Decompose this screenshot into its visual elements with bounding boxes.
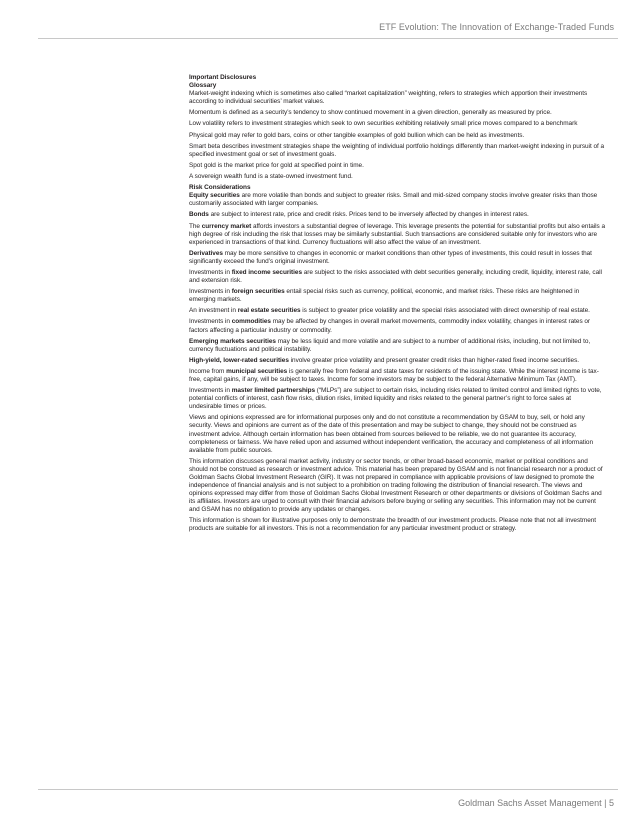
risk-text: affords investors a substantial degree of leverage. This leverage presents the potential for substantial profits but also entails a high degree of risk including the risk that losses may be similarly substantial. Such transactions are considered suitable only for investors who are experienced in transactions of that kind. Currency fluctuations will also affect the value of an investment. bbox=[189, 222, 605, 246]
risk-term: real estate securities bbox=[237, 307, 301, 315]
closing-paragraph: Views and opinions expressed are for informational purposes only and do not constitute a recommendation by GSAM to buy, sell, or hold any security. Views and opinions are current as of the date of this presentation and may be subject to change, they should not be construed as investment advice. Although certain information has been obtained from sources believed to be reliable, we do not guarantee its accuracy, completeness or fairness. We have relied upon and assumed without independent verification, the accuracy and completeness of all information available from public sources. bbox=[189, 414, 594, 454]
glossary-paragraph: A sovereign wealth fund is a state-owned investment fund. bbox=[189, 173, 353, 181]
glossary-paragraph: Spot gold is the market price for gold at specified point in time. bbox=[189, 161, 364, 169]
risk-paragraph bbox=[189, 387, 605, 411]
risk-text: may be affected by changes in overall market movements, commodity index volatility, changes in interest rates or factors affecting a particular industry or commodity. bbox=[189, 318, 591, 334]
page-footer: Goldman Sachs Asset Management | 5 bbox=[458, 798, 614, 808]
closing-paragraph: This information is shown for illustrative purposes only to demonstrate the breadth of our investment products. Please note that not all investment products are suitable for all investors. This is not a recommendation for any particular investment product or strategy. bbox=[189, 517, 597, 533]
glossary-paragraph: Smart beta describes investment strategies shape the weighting of individual portfolio holdings differently than market-weight indexing in pursuit of a specified investment goal or set of investment goals. bbox=[189, 142, 605, 158]
risk-paragraph bbox=[189, 192, 605, 208]
risk-paragraph bbox=[189, 288, 605, 304]
risk-list bbox=[189, 192, 605, 411]
risk-paragraph bbox=[189, 211, 605, 219]
risk-paragraph bbox=[189, 357, 605, 365]
footer-divider bbox=[38, 789, 618, 790]
glossary-paragraph: Physical gold may refer to gold bars, coins or other tangible examples of gold bullion which can be held as investments. bbox=[189, 131, 525, 139]
risk-term: High-yield, lower-rated securities bbox=[189, 356, 289, 364]
risk-text: are subject to interest rate, price and credit risks. Prices tend to be inversely affected by changes in interest rates. bbox=[208, 211, 529, 219]
risk-term: Bonds bbox=[189, 211, 209, 219]
risk-text: entail special risks such as currency, political, economic, and market risks. These risks are heightened in emerging markets. bbox=[189, 288, 580, 304]
running-header: ETF Evolution: The Innovation of Exchange-Traded Funds bbox=[379, 22, 614, 32]
risk-paragraph bbox=[189, 338, 605, 354]
risk-text: involve greater price volatility and present greater credit risks than higher-rated fixed income securities. bbox=[288, 356, 580, 364]
risk-text: is generally free from federal and state taxes for residents of the issuing state. While the interest income is tax-free, capital gains, if any, will be subject to taxes. Income for some investors may be subject to the federal Alternative Minimum Tax (AMT). bbox=[189, 368, 599, 384]
risk-paragraph bbox=[189, 223, 605, 247]
disclosures-section bbox=[189, 74, 605, 536]
risk-term: master limited partnerships bbox=[231, 387, 316, 395]
risk-intro: Income from bbox=[189, 368, 227, 375]
risk-term: foreign securities bbox=[231, 288, 285, 296]
risk-text: (“MLPs”) are subject to certain risks, including risks related to limited control and limited rights to vote, potential conflicts of interest, cash flow risks, dilution risks, limited liquidity and risks related to the general partner’s right to force sales at undesirable times or prices. bbox=[189, 387, 602, 411]
risk-paragraph bbox=[189, 307, 605, 315]
risk-term: Equity securities bbox=[189, 192, 240, 200]
risk-text: may be less liquid and more volatile and are subject to a number of additional risks, including, but not limited to, currency fluctuations and political instability. bbox=[189, 337, 591, 353]
risk-text: may be more sensitive to changes in economic or market conditions than other types of investments, this could result in losses that significantly exceed the fund’s original investment. bbox=[189, 249, 592, 265]
header-divider bbox=[38, 38, 618, 39]
risk-intro: Investments in bbox=[189, 387, 232, 395]
risk-term: currency market bbox=[201, 222, 252, 230]
glossary-paragraph: Low volatility refers to investment strategies which seek to own securities exhibiting relatively small price moves compared to a benchmark bbox=[189, 120, 578, 128]
risk-paragraph bbox=[189, 318, 605, 334]
risk-intro: Investments in bbox=[189, 268, 232, 276]
risk-text: are more volatile than bonds and subject to greater risks. Small and mid-sized company stocks involve greater risks than those customarily associated with larger companies. bbox=[189, 192, 598, 208]
closing-paragraphs bbox=[189, 414, 605, 533]
glossary-paragraph: Market-weight indexing which is sometimes also called “market capitalization” weighting, refers to strategies which apportion their investments according to individual securities’ market values. bbox=[189, 90, 588, 106]
disclosures-title: Important Disclosures bbox=[189, 74, 257, 81]
risk-term: municipal securities bbox=[226, 368, 288, 375]
risk-paragraph bbox=[189, 250, 605, 266]
risk-intro: The bbox=[189, 222, 202, 230]
risk-term: Derivatives bbox=[189, 249, 223, 257]
closing-paragraph: This information discusses general market activity, industry or sector trends, or other broad-based economic, market or political conditions and should not be construed as research or investment advice. This material has been prepared by GSAM and is not financial research nor a product of Goldman Sachs Global Investment Research (GIR). It was not prepared in compliance with applicable provisions of law designed to promote the independence of financial analysis and is not subject to a prohibition on trading following the distribution of financial research. The views and opinions expressed may differ from those of Goldman Sachs Global Investment Research or other departments or divisions of Goldman Sachs and its affiliates. Investors are urged to consult with their financial advisors before buying or selling any securities. This information may not be current and GSAM has no obligation to provide any updates or changes. bbox=[189, 457, 603, 514]
risk-term: commodities bbox=[231, 318, 271, 326]
risk-term: Emerging markets securities bbox=[189, 337, 276, 345]
risk-intro: Investments in bbox=[189, 288, 232, 296]
glossary-list bbox=[189, 90, 605, 181]
risk-paragraph bbox=[189, 269, 605, 285]
risk-intro: Investments in bbox=[189, 318, 232, 326]
risk-text: is subject to greater price volatility and the special risks associated with direct ownership of real estate. bbox=[300, 307, 590, 315]
risk-text: are subject to the risks associated with debt securities generally, including credit, liquidity, interest rate, call and extension risk. bbox=[189, 268, 602, 285]
risk-term: fixed income securities bbox=[231, 268, 302, 276]
risk-paragraph bbox=[189, 368, 605, 384]
risk-intro: An investment in bbox=[189, 307, 238, 315]
risk-heading: Risk Considerations bbox=[189, 184, 251, 192]
glossary-heading: Glossary bbox=[189, 82, 217, 90]
glossary-paragraph: Momentum is defined as a security’s tendency to show continued movement in a given direction, generally as measured by price. bbox=[189, 109, 552, 117]
